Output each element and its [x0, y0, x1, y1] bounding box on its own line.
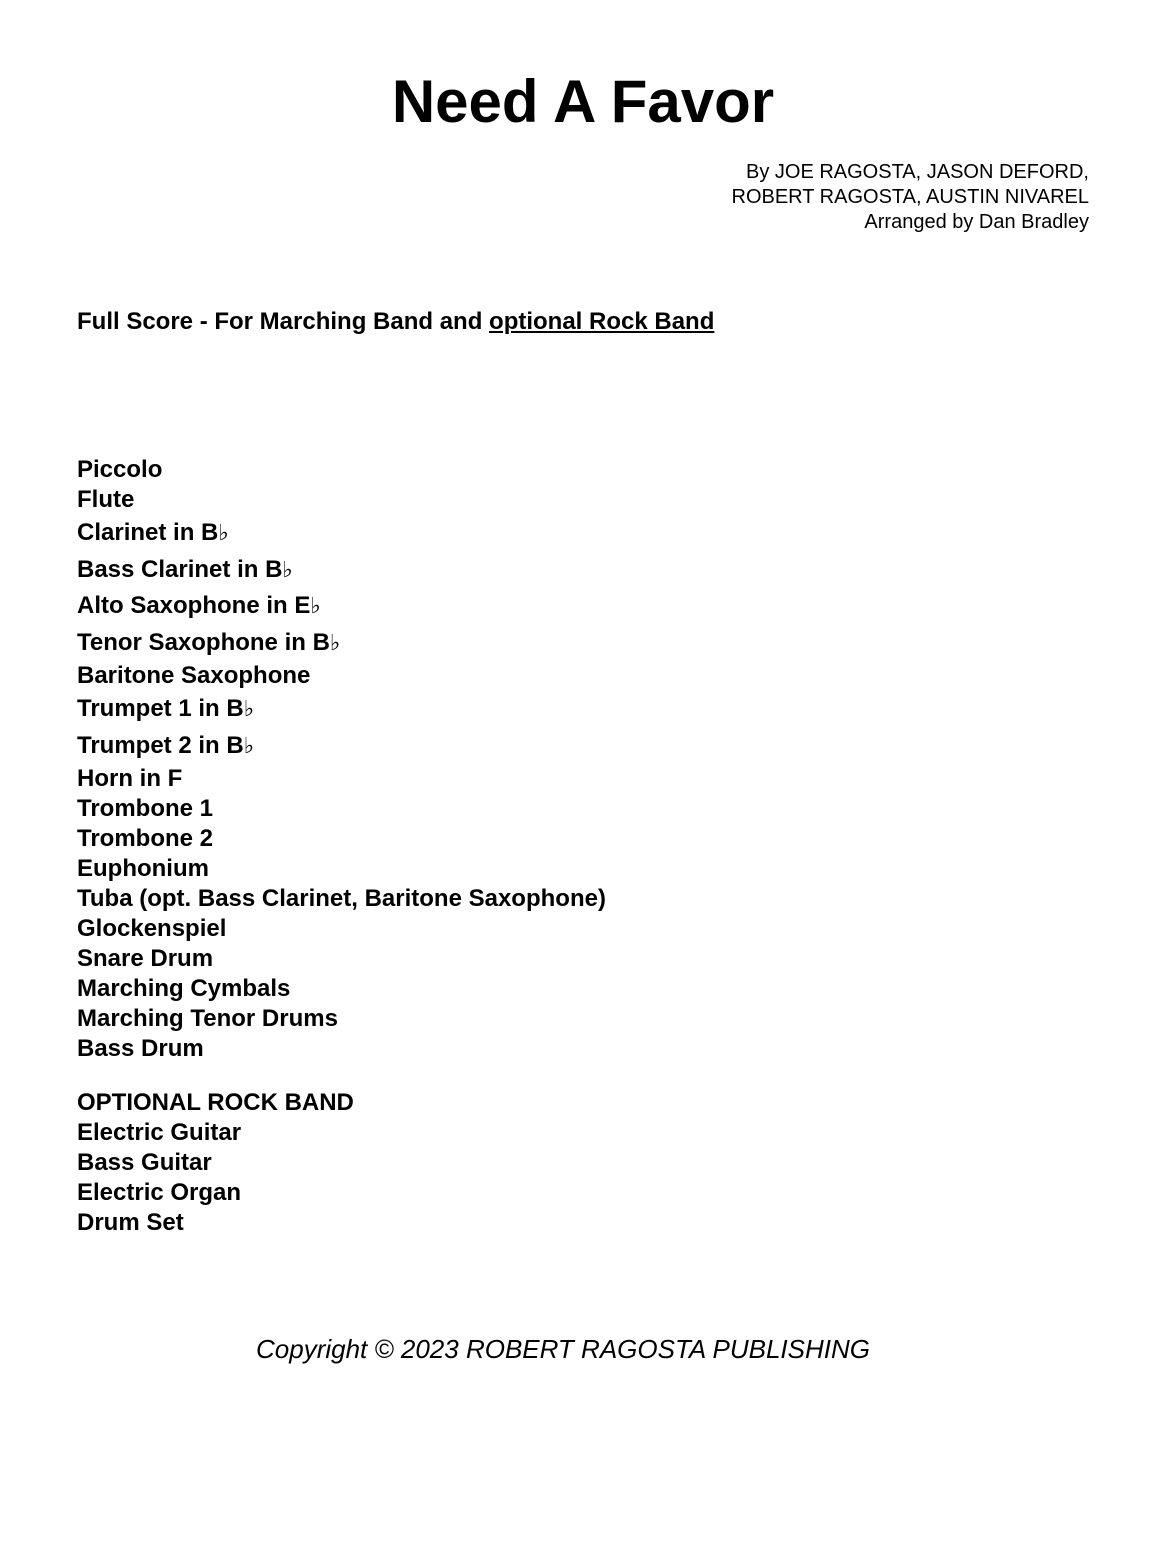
subtitle-underlined: optional Rock Band — [489, 308, 715, 335]
rock-band-list — [77, 1118, 354, 1238]
rock-band-heading: OPTIONAL ROCK BAND — [77, 1089, 354, 1116]
instrument-item — [77, 515, 606, 552]
instrument-item — [77, 691, 606, 728]
instrument-name: Bass Clarinet in B — [77, 555, 283, 583]
instrument-item — [77, 764, 606, 794]
instrument-name: Trumpet 1 in B — [77, 695, 244, 722]
instrument-name: Trombone 1 — [77, 795, 214, 822]
instrument-name: Horn in F — [77, 765, 183, 792]
instrument-item — [77, 794, 606, 824]
instrument-item — [77, 552, 606, 589]
instrument-name: Glockenspiel — [77, 915, 227, 942]
arranger-line: Arranged by Dan Bradley — [864, 211, 1089, 233]
instrument-name: Alto Saxophone in E — [77, 592, 311, 619]
instrument-item — [77, 1034, 606, 1064]
composer-line-1: By JOE RAGOSTA, JASON DEFORD, — [745, 161, 1089, 183]
instrument-name: Clarinet in B — [77, 519, 219, 546]
instrument-item — [77, 974, 606, 1004]
flat-symbol: ♭ — [282, 557, 293, 583]
copyright-notice: Copyright © 2023 ROBERT RAGOSTA PUBLISHING — [256, 1334, 870, 1364]
composer-line-2: ROBERT RAGOSTA, AUSTIN NIVAREL — [731, 186, 1089, 208]
instrument-name: Bass Drum — [77, 1035, 204, 1062]
instrument-item — [77, 588, 606, 625]
instrument-name: Marching Tenor Drums — [77, 1005, 338, 1032]
instrument-name: Euphonium — [77, 855, 209, 882]
instrument-name: Baritone Saxophone — [77, 662, 311, 689]
instrument-name: Trumpet 2 in B — [77, 731, 244, 759]
page-title: Need A Favor — [391, 68, 775, 135]
rock-instrument-item: Electric Organ — [77, 1179, 242, 1206]
instrument-name: Trombone 2 — [77, 825, 214, 852]
instrument-item — [77, 1004, 606, 1034]
flat-symbol: ♭ — [218, 521, 229, 546]
instrument-item — [77, 944, 606, 974]
rock-instrument-item: Drum Set — [77, 1209, 184, 1236]
instrument-item — [77, 455, 606, 485]
flat-symbol: ♭ — [243, 697, 255, 722]
flat-symbol: ♭ — [243, 733, 255, 759]
instrument-item — [77, 914, 606, 944]
flat-symbol: ♭ — [329, 630, 341, 656]
instrument-item — [77, 854, 606, 884]
subtitle-prefix: Full Score - For Marching Band and — [77, 308, 490, 335]
rock-instrument-item: Electric Guitar — [77, 1119, 242, 1146]
instrument-item — [77, 728, 606, 765]
instrument-item — [77, 625, 606, 662]
instrument-list — [77, 455, 606, 1064]
instrument-name: Snare Drum — [77, 945, 214, 972]
instrument-item — [77, 661, 606, 691]
instrument-name: Tuba (opt. Bass Clarinet, Baritone Saxophone) — [77, 885, 606, 912]
instrument-item — [77, 824, 606, 854]
instrument-name: Flute — [77, 486, 135, 513]
instrument-name: Piccolo — [77, 456, 163, 483]
score-subtitle — [77, 307, 714, 337]
instrument-name: Tenor Saxophone in B — [77, 628, 330, 656]
rock-band-section — [77, 1088, 354, 1238]
instrument-name: Marching Cymbals — [77, 975, 291, 1002]
credits — [732, 160, 1090, 235]
flat-symbol: ♭ — [310, 594, 321, 619]
instrument-item — [77, 884, 606, 914]
rock-instrument-item: Bass Guitar — [77, 1149, 212, 1176]
instrument-item — [77, 485, 606, 515]
